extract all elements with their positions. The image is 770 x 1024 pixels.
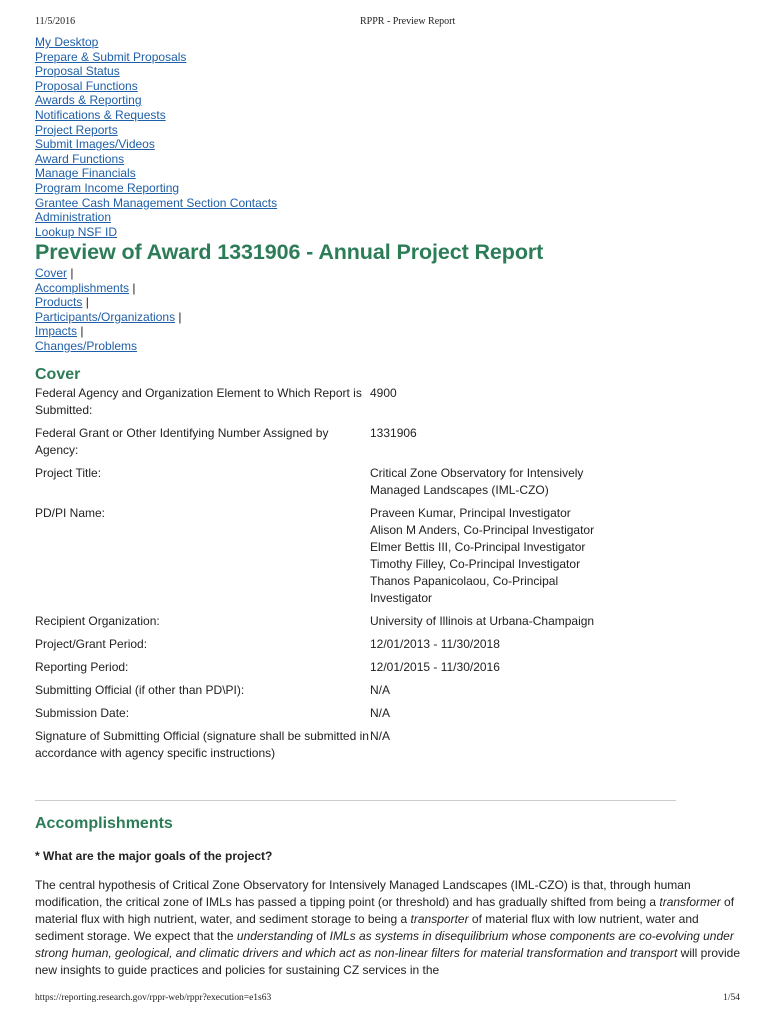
cover-label: Signature of Submitting Official (signature shall be submitted in accordance with agency specific instructions)	[35, 729, 369, 760]
nav-menu	[35, 35, 277, 239]
cover-label: Federal Agency and Organization Element to Which Report is Submitted:	[35, 386, 362, 417]
paragraph-emphasis: IMLs as systems in disequilibrium whose components are co-evolving under strong human, geological, and climatic drivers and which act as non-linear filters for material transformation and transport	[35, 929, 734, 960]
cover-label: Reporting Period:	[35, 660, 129, 674]
cover-row	[35, 385, 675, 419]
print-footer	[35, 993, 740, 1007]
paragraph-text: of material flux with low nutrient, water and sediment storage. We expect that the	[35, 912, 699, 943]
cover-row	[35, 505, 675, 607]
toc-separator: |	[132, 280, 136, 295]
nav-link-prepare-submit-proposals[interactable]: Prepare & Submit Proposals	[35, 49, 187, 64]
cover-row	[35, 659, 675, 676]
print-title: RPPR - Preview Report	[360, 16, 456, 27]
nav-link-notifications-requests[interactable]: Notifications & Requests	[35, 107, 166, 122]
pi-name: Thanos Papanicolaou, Co-Principal Investigator	[370, 574, 559, 605]
paragraph-text: will provide new insights to guide practices and policies for sustaining CZ services in the	[35, 946, 741, 977]
print-date: 11/5/2016	[35, 16, 76, 27]
nav-link-project-reports[interactable]: Project Reports	[35, 122, 118, 137]
paragraph-text: of	[312, 929, 330, 943]
cover-label: Recipient Organization:	[35, 614, 160, 628]
pi-name: Alison M Anders, Co-Principal Investigator	[370, 523, 595, 537]
nav-link-proposal-status[interactable]: Proposal Status	[35, 64, 120, 79]
cover-row	[35, 682, 675, 699]
nav-link-my-desktop[interactable]: My Desktop	[35, 35, 99, 49]
cover-row	[35, 425, 675, 459]
cover-row	[35, 465, 675, 499]
toc-separator: |	[80, 324, 84, 339]
page-number: 1/54	[723, 993, 740, 1003]
cover-value: Critical Zone Observatory for Intensively Managed Landscapes (IML-CZO)	[370, 466, 584, 497]
pi-list	[370, 505, 610, 607]
section-divider	[35, 800, 676, 801]
toc-link-impacts[interactable]: Impacts	[35, 324, 78, 339]
goals-question: * What are the major goals of the project?	[35, 849, 273, 863]
cover-label: PD/PI Name:	[35, 506, 106, 520]
toc-link-cover[interactable]: Cover	[35, 266, 68, 280]
paragraph-text: of material flux with high nutrient, water, and sediment storage to being a	[35, 895, 735, 926]
cover-row	[35, 705, 675, 722]
cover-label: Submitting Official (if other than PD\PI):	[35, 683, 245, 697]
toc-link-accomplishments[interactable]: Accomplishments	[35, 280, 130, 295]
goals-paragraph	[35, 877, 740, 979]
page-url: https://reporting.research.gov/rppr-web/rppr?execution=e1s63	[35, 993, 272, 1003]
paragraph-text: The central hypothesis of Critical Zone Observatory for Intensively Managed Landscapes (IML-CZO) is that, through human modification, the critical zone of IMLs has passed a tipping point (or threshold) and has gradually shifted from being a	[35, 878, 691, 909]
cover-row	[35, 636, 675, 653]
print-header	[35, 16, 715, 30]
page-title: Preview of Award 1331906 - Annual Project Report	[35, 240, 544, 264]
cover-table	[35, 385, 675, 768]
cover-label: Project Title:	[35, 466, 102, 480]
cover-label: Federal Grant or Other Identifying Number Assigned by Agency:	[35, 426, 329, 457]
nav-link-manage-financials[interactable]: Manage Financials	[35, 166, 136, 181]
nav-link-award-functions[interactable]: Award Functions	[35, 151, 125, 166]
toc-link-participants[interactable]: Participants/Organizations	[35, 309, 176, 324]
paragraph-emphasis: understanding	[236, 929, 313, 943]
nav-link-proposal-functions[interactable]: Proposal Functions	[35, 78, 138, 93]
section-toc	[35, 266, 182, 354]
nav-link-awards-reporting[interactable]: Awards & Reporting	[35, 93, 142, 108]
cover-value: University of Illinois at Urbana-Champaign	[370, 614, 595, 628]
paragraph-emphasis: transporter	[410, 912, 469, 926]
toc-separator: |	[178, 309, 182, 324]
nav-link-program-income-reporting[interactable]: Program Income Reporting	[35, 180, 180, 195]
toc-link-products[interactable]: Products	[35, 295, 83, 310]
cover-row	[35, 613, 675, 630]
cover-label: Project/Grant Period:	[35, 637, 148, 651]
accomplishments-heading: Accomplishments	[35, 815, 173, 832]
cover-value: 1331906	[370, 426, 417, 440]
toc-link-changes-problems[interactable]: Changes/Problems	[35, 338, 138, 353]
toc-separator: |	[70, 266, 74, 280]
pi-name: Praveen Kumar, Principal Investigator	[370, 506, 571, 520]
nav-link-grantee-cash-management[interactable]: Grantee Cash Management Section Contacts	[35, 195, 278, 210]
cover-value: 4900	[370, 386, 397, 400]
toc-separator: |	[85, 295, 89, 310]
cover-value: N/A	[370, 729, 391, 743]
pi-name: Timothy Filley, Co-Principal Investigator	[370, 557, 581, 571]
cover-label: Submission Date:	[35, 706, 130, 720]
cover-value: N/A	[370, 683, 391, 697]
cover-heading: Cover	[35, 366, 81, 383]
pi-name: Elmer Bettis III, Co-Principal Investigator	[370, 540, 586, 554]
nav-link-administration[interactable]: Administration	[35, 210, 112, 225]
paragraph-emphasis: transformer	[659, 895, 721, 909]
cover-row	[35, 728, 675, 762]
cover-value: N/A	[370, 706, 391, 720]
cover-value: 12/01/2015 - 11/30/2016	[370, 660, 500, 674]
cover-value: 12/01/2013 - 11/30/2018	[370, 637, 500, 651]
nav-link-submit-images-videos[interactable]: Submit Images/Videos	[35, 137, 155, 152]
nav-link-lookup-nsf-id[interactable]: Lookup NSF ID	[35, 224, 118, 239]
